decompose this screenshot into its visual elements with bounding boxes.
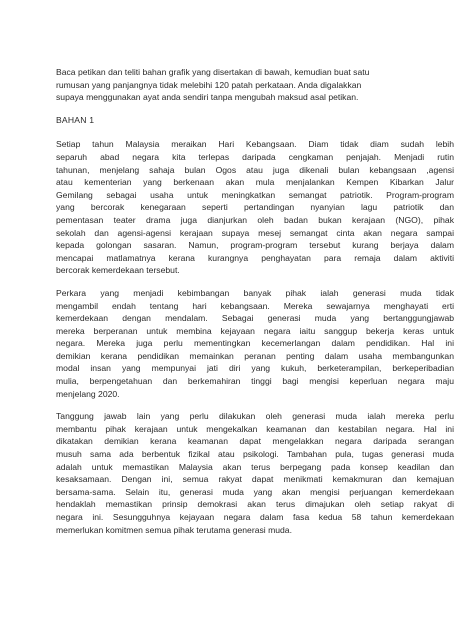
paragraph-line: kesaksamaan. Dengan ini, semua rakyat dapat menikmati kemakmuran dan kemajuan — [56, 474, 454, 485]
paragraph-line: bersama-sama. Selain itu, generasi muda yang akan mengisi perjuangan kemerdekaan — [56, 486, 454, 497]
paragraph-line: Gemilang sebagai usaha untuk meningkatkan semangat patriotik. Program-program — [56, 189, 454, 200]
paragraph-line: yang bercorak kenegaraan seperti pertandingan nyanyian lagu patriotik dan — [56, 202, 454, 213]
paragraph-line: kemerdekaan dengan mendalam. Sebagai generasi muda yang bertanggungjawab — [56, 313, 454, 324]
paragraph-line: menjelang 2020. — [56, 388, 120, 399]
paragraph-line: atau kementerian yang berkenaan akan mula menjalankan Kempen Kibarkan Jalur — [56, 177, 454, 188]
paragraph-line: demikian kerana pendidikan memainkan peranan penting dalam usaha membangunkan — [56, 350, 454, 361]
paragraph-line: kepada golongan sasaran. Namun, program-program tersebut kurang berjaya dalam — [56, 240, 454, 251]
body-paragraph-3 — [56, 410, 454, 536]
paragraph-line: mulia, berpengetahuan dan berkemahiran tinggi bagi mengisi keperluan negara maju — [56, 376, 454, 387]
paragraph-line: memerlukan komitmen semua pihak terutama generasi muda. — [56, 524, 292, 535]
paragraph-line: negara ini. Sesungguhnya kejayaan negara dalam fasa kedua 58 tahun kemerdekaan — [56, 512, 454, 522]
paragraph-line: mereka berperanan untuk membina kejayaan negara iaitu sanggup bekerja keras untuk — [56, 325, 454, 336]
paragraph-line: modal insan yang mempunyai jati diri yang kukuh, berketerampilan, berkeperibadian — [56, 363, 454, 374]
instructions-paragraph — [56, 66, 454, 104]
paragraph-line: separuh abad negara kita terlepas daripada cengkaman penjajah. Menjadi rutin — [56, 151, 454, 162]
paragraph-line: bercorak kemerdekaan tersebut. — [56, 265, 180, 276]
paragraph-line: mencapai matlamatnya kerana kurangnya penghayatan para remaja dalam aktiviti — [56, 252, 454, 263]
paragraph-line: pementasan teater drama juga dianjurkan oleh badan bukan kerajaan (NGO), pihak — [56, 214, 454, 225]
section-heading — [56, 114, 454, 127]
paragraph-line: adalah untuk memastikan Malaysia akan terus berpegang pada konsep keadilan dan — [56, 461, 454, 472]
body-paragraph-1 — [56, 138, 454, 277]
instructions-line: rumusan yang panjangnya tidak melebihi 120 patah perkataan. Anda digalakkan — [56, 79, 362, 90]
body-paragraph-2 — [56, 287, 454, 400]
instructions-line: supaya menggunakan ayat anda sendiri tanpa mengubah maksud asal petikan. — [56, 92, 359, 103]
paragraph-line: membantu pihak kerajaan untuk mengekalkan keamanan dan kestabilan negara. Hal ini — [56, 423, 454, 434]
paragraph-line: dikatakan demikian kerana keamanan dapat mengelakkan negara daripada serangan — [56, 436, 454, 447]
instructions-line: Baca petikan dan teliti bahan grafik yang disertakan di bawah, kemudian buat satu — [56, 67, 370, 77]
paragraph-line: mengambil endah tentang hari kebangsaan. Mereka sewajarnya menghayati erti — [56, 300, 454, 311]
document-body — [56, 66, 454, 546]
paragraph-line: sekolah dan agensi-agensi kerajaan supaya mesej semangat cinta akan negara sampai — [56, 227, 454, 238]
paragraph-line: Perkara yang menjadi kebimbangan banyak pihak ialah generasi muda tidak — [56, 287, 454, 298]
paragraph-line: negara. Mereka juga perlu mementingkan kecemerlangan dalam pendidikan. Hal ini — [56, 338, 454, 349]
paragraph-line: tahunan, menjelang sahaja bulan Ogos atau juga dikenali bulan kebangsaan ,agensi — [56, 164, 454, 175]
paragraph-line: Tanggung jawab lain yang perlu dilakukan oleh generasi muda ialah mereka perlu — [56, 411, 454, 422]
paragraph-line: hendaklah memastikan prinsip demokrasi akan terus dimajukan oleh setiap rakyat di — [56, 499, 454, 510]
paragraph-line: musuh sama ada berbentuk fizikal atau psikologi. Tambahan pula, tugas generasi muda — [56, 449, 454, 460]
heading-text: BAHAN 1 — [56, 114, 95, 125]
paragraph-line: Setiap tahun Malaysia meraikan Hari Kebangsaan. Diam tidak diam sudah lebih — [56, 139, 454, 150]
